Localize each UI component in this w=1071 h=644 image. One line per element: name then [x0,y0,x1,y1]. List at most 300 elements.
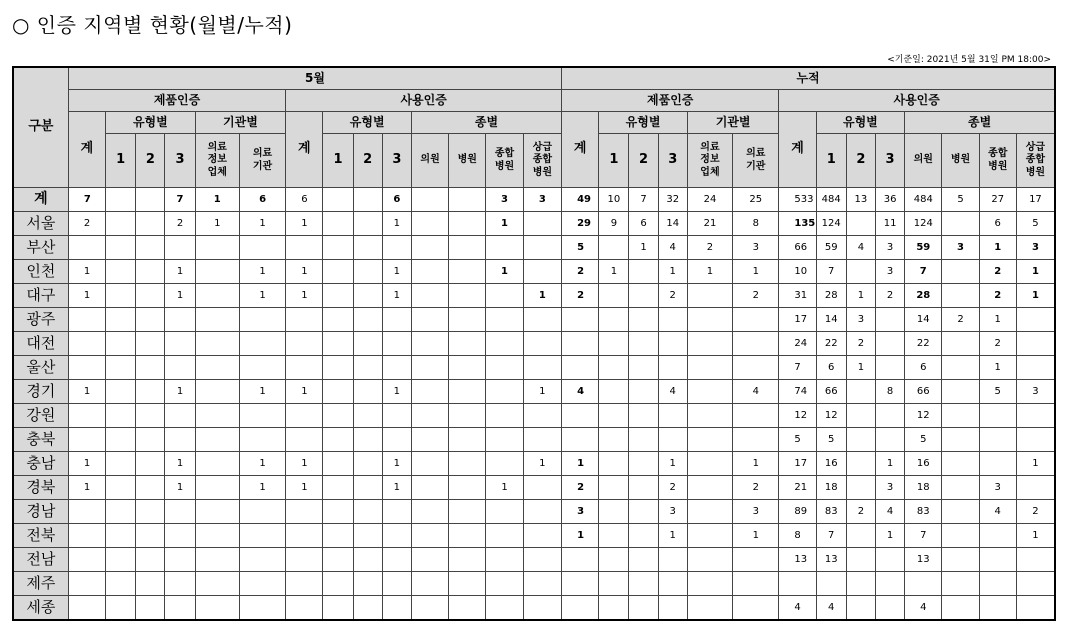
table-cell: 13 [846,188,875,212]
table-cell [449,572,486,596]
table-row [13,548,1055,572]
table-cell [523,236,561,260]
table-cell [323,524,353,548]
table-cell: 74 [779,380,816,404]
table-cell [195,452,239,476]
table-cell [687,380,732,404]
table-cell: 17 [779,308,816,332]
table-cell [68,404,105,428]
table-cell: 1 [165,284,195,308]
table-row [13,380,1055,404]
table-cell: 1 [658,260,687,284]
table-cell [136,380,165,404]
table-cell [382,236,411,260]
table-cell: 12 [779,404,816,428]
table-cell [942,380,979,404]
table-cell [687,548,732,572]
table-cell [411,260,448,284]
table-cell [106,428,136,452]
table-cell: 2 [562,284,599,308]
table-cell: 484 [816,188,846,212]
table-cell: 16 [905,452,942,476]
table-cell: 1 [239,476,285,500]
table-cell: 1 [486,476,523,500]
table-cell [599,596,629,620]
table-cell: 124 [816,212,846,236]
table-cell [449,428,486,452]
table-cell [323,308,353,332]
table-cell [136,548,165,572]
table-cell [733,332,779,356]
table-cell [353,524,382,548]
table-cell: 3 [658,500,687,524]
header-cum-clinic: 의원 [905,134,942,188]
table-cell: 1 [68,452,105,476]
table-cell [382,428,411,452]
table-cell: 5 [905,428,942,452]
header-gubun: 구분 [13,67,68,188]
table-cell: 18 [816,476,846,500]
table-cell [1016,548,1055,572]
table-cell [286,524,323,548]
table-cell: 4 [816,596,846,620]
table-cell [353,188,382,212]
table-cell [599,332,629,356]
row-label: 대전 [13,332,68,356]
table-cell [411,188,448,212]
table-row [13,284,1055,308]
header-may-product-cert: 제품인증 [68,90,285,112]
table-cell [165,596,195,620]
table-cell [486,452,523,476]
table-row [13,260,1055,284]
table-cell [875,596,904,620]
table-cell [942,572,979,596]
table-cell: 1 [599,260,629,284]
table-cell: 8 [779,524,816,548]
table-cell [165,356,195,380]
table-cell: 1 [486,260,523,284]
table-cell: 1 [165,452,195,476]
table-cell [942,404,979,428]
row-label: 세종 [13,596,68,620]
table-cell: 4 [979,500,1016,524]
table-cell [449,188,486,212]
table-cell [846,428,875,452]
table-cell: 4 [562,380,599,404]
header-may-hospital: 병원 [449,134,486,188]
table-cell: 6 [979,212,1016,236]
header-may: 5월 [68,67,561,90]
table-cell [136,212,165,236]
table-cell [486,284,523,308]
table-cell [523,548,561,572]
table-cell [136,332,165,356]
table-cell [846,596,875,620]
table-cell: 66 [816,380,846,404]
table-cell [165,428,195,452]
table-cell [411,380,448,404]
table-cell [323,380,353,404]
table-cell [1016,308,1055,332]
table-cell [599,572,629,596]
table-cell [411,548,448,572]
header-may-prod-t2: 2 [136,134,165,188]
table-cell: 1 [382,380,411,404]
table-cell: 5 [942,188,979,212]
table-cell: 2 [562,476,599,500]
table-cell [411,404,448,428]
table-cell [846,380,875,404]
table-cell [411,500,448,524]
table-cell [523,260,561,284]
table-cell [562,548,599,572]
table-cell: 1 [68,260,105,284]
table-cell [195,356,239,380]
row-label: 울산 [13,356,68,380]
table-cell [239,500,285,524]
table-cell: 31 [779,284,816,308]
table-cell: 7 [816,524,846,548]
table-cell [1016,428,1055,452]
table-cell [323,476,353,500]
table-cell [195,596,239,620]
table-cell [68,548,105,572]
header-cum-use-by-kind: 종별 [905,112,1055,134]
table-cell [411,476,448,500]
table-cell: 1 [846,284,875,308]
table-cell: 17 [1016,188,1055,212]
table-cell [562,356,599,380]
table-cell: 4 [733,380,779,404]
table-cell [286,404,323,428]
header-cum-product-cert: 제품인증 [562,90,779,112]
table-cell [286,356,323,380]
table-cell [942,500,979,524]
table-cell: 13 [816,548,846,572]
table-cell [286,236,323,260]
table-cell [875,548,904,572]
table-cell: 1 [382,284,411,308]
row-label: 대구 [13,284,68,308]
table-cell [382,332,411,356]
table-cell [875,356,904,380]
table-cell [733,548,779,572]
table-cell: 1 [523,452,561,476]
table-cell [733,572,779,596]
table-cell [562,404,599,428]
table-cell: 7 [905,260,942,284]
table-cell: 1 [286,452,323,476]
table-cell [136,284,165,308]
table-cell [106,332,136,356]
table-cell [353,500,382,524]
table-cell [629,452,658,476]
row-label: 충남 [13,452,68,476]
table-cell: 12 [905,404,942,428]
table-cell: 3 [875,236,904,260]
table-cell [165,332,195,356]
table-cell [523,428,561,452]
table-cell [486,356,523,380]
table-cell [523,332,561,356]
header-cum-use-t3: 3 [875,134,904,188]
table-cell: 36 [875,188,904,212]
table-cell [195,260,239,284]
table-row [13,500,1055,524]
table-cell [846,260,875,284]
table-cell: 6 [816,356,846,380]
header-cum-use-cert: 사용인증 [779,90,1055,112]
table-cell [136,572,165,596]
table-cell [136,260,165,284]
table-cell [687,524,732,548]
table-cell: 7 [779,356,816,380]
table-cell [449,260,486,284]
table-cell: 4 [658,380,687,404]
table-cell [1016,596,1055,620]
table-cell: 1 [195,188,239,212]
table-cell [323,260,353,284]
table-cell [846,524,875,548]
table-cell [106,476,136,500]
table-cell [687,356,732,380]
table-cell [323,500,353,524]
table-body [13,188,1055,620]
table-cell [411,332,448,356]
table-cell: 1 [846,356,875,380]
table-cell: 1 [382,212,411,236]
table-cell [239,428,285,452]
table-cell: 2 [733,476,779,500]
table-cell: 59 [905,236,942,260]
table-cell [687,404,732,428]
table-cell [286,428,323,452]
table-cell [599,236,629,260]
table-cell [523,308,561,332]
table-cell [523,524,561,548]
table-cell [323,572,353,596]
table-cell [523,500,561,524]
table-cell [136,524,165,548]
table-cell [382,572,411,596]
table-cell [136,356,165,380]
table-cell: 1 [239,284,285,308]
table-cell: 1 [286,380,323,404]
table-cell [68,572,105,596]
table-cell [323,236,353,260]
table-cell [353,572,382,596]
table-cell: 9 [599,212,629,236]
table-cell [658,428,687,452]
table-cell: 2 [733,284,779,308]
table-cell: 29 [562,212,599,236]
table-cell [239,596,285,620]
page-title: ○ 인증 지역별 현황(월별/누적) [12,13,293,37]
table-cell: 1 [286,476,323,500]
table-cell [658,332,687,356]
table-cell: 7 [905,524,942,548]
table-cell [68,500,105,524]
header-cum-prod-by-org: 기관별 [687,112,779,134]
table-cell: 2 [846,332,875,356]
table-cell [106,260,136,284]
table-cell [1016,572,1055,596]
table-cell [195,476,239,500]
table-cell: 12 [816,404,846,428]
table-cell [286,572,323,596]
table-cell [779,572,816,596]
table-cell [106,188,136,212]
table-cell [353,548,382,572]
table-cell [629,404,658,428]
table-cell [382,356,411,380]
table-cell [353,356,382,380]
table-cell [629,308,658,332]
table-cell [449,404,486,428]
table-cell [195,380,239,404]
table-cell: 18 [905,476,942,500]
table-cell [486,500,523,524]
table-cell: 3 [733,500,779,524]
table-cell: 2 [979,260,1016,284]
table-cell [523,212,561,236]
table-cell: 4 [779,596,816,620]
table-cell [449,308,486,332]
table-cell [239,572,285,596]
table-cell [658,308,687,332]
table-cell [286,596,323,620]
table-cell: 22 [816,332,846,356]
table-cell [599,548,629,572]
table-cell [562,572,599,596]
table-cell [411,524,448,548]
table-row [13,308,1055,332]
table-cell [106,308,136,332]
table-cell [136,596,165,620]
table-cell [733,596,779,620]
table-cell: 1 [165,260,195,284]
table-cell [942,212,979,236]
table-cell [353,596,382,620]
table-cell [323,404,353,428]
table-cell: 1 [562,524,599,548]
table-cell: 1 [382,260,411,284]
row-label: 충북 [13,428,68,452]
header-cum-hospital: 병원 [942,134,979,188]
table-cell [846,572,875,596]
table-cell [942,284,979,308]
table-cell: 2 [846,500,875,524]
table-cell: 24 [687,188,732,212]
table-cell [629,260,658,284]
table-cell: 1 [979,236,1016,260]
table-cell [239,308,285,332]
table-cell [411,428,448,452]
table-cell [658,404,687,428]
header-cum-prod-t2: 2 [629,134,658,188]
table-cell [486,236,523,260]
table-cell: 1 [687,260,732,284]
row-label: 서울 [13,212,68,236]
table-cell: 2 [658,284,687,308]
table-cell: 21 [779,476,816,500]
table-row [13,428,1055,452]
table-cell [942,548,979,572]
table-cell [942,332,979,356]
table-cell: 2 [562,260,599,284]
header-may-prod-total: 계 [68,112,105,188]
header-may-clinic: 의원 [411,134,448,188]
table-cell [523,404,561,428]
table-cell: 2 [165,212,195,236]
table-cell: 1 [979,308,1016,332]
table-cell: 1 [286,260,323,284]
table-cell: 1 [382,476,411,500]
table-cell [68,308,105,332]
table-cell [733,356,779,380]
table-cell [449,284,486,308]
header-may-use-cert: 사용인증 [286,90,562,112]
table-cell: 2 [875,284,904,308]
table-cell: 3 [979,476,1016,500]
table-cell [382,308,411,332]
table-cell [353,428,382,452]
table-cell [942,260,979,284]
table-cell [629,548,658,572]
table-cell [599,404,629,428]
table-cell: 7 [68,188,105,212]
table-row [13,212,1055,236]
table-cell [382,596,411,620]
table-cell [68,356,105,380]
table-cell: 2 [979,332,1016,356]
table-cell [942,524,979,548]
table-cell [629,476,658,500]
row-label: 전북 [13,524,68,548]
table-cell [599,524,629,548]
table-cell: 5 [1016,212,1055,236]
table-cell [68,236,105,260]
table-cell: 1 [68,380,105,404]
table-cell: 1 [239,260,285,284]
table-cell [411,236,448,260]
table-cell [411,212,448,236]
table-cell [286,308,323,332]
table-cell [629,524,658,548]
table-cell: 135 [779,212,816,236]
table-cell [629,500,658,524]
table-cell [486,404,523,428]
table-cell [239,356,285,380]
table-cell: 1 [875,524,904,548]
table-cell [165,236,195,260]
table-cell [875,404,904,428]
table-cell: 3 [1016,380,1055,404]
table-cell: 3 [523,188,561,212]
table-cell: 2 [1016,500,1055,524]
table-row [13,452,1055,476]
table-cell: 49 [562,188,599,212]
table-cell [486,548,523,572]
table-cell: 1 [875,452,904,476]
table-cell: 533 [779,188,816,212]
table-cell [136,308,165,332]
table-cell [942,428,979,452]
table-cell [486,308,523,332]
table-cell [323,188,353,212]
table-cell: 3 [562,500,599,524]
